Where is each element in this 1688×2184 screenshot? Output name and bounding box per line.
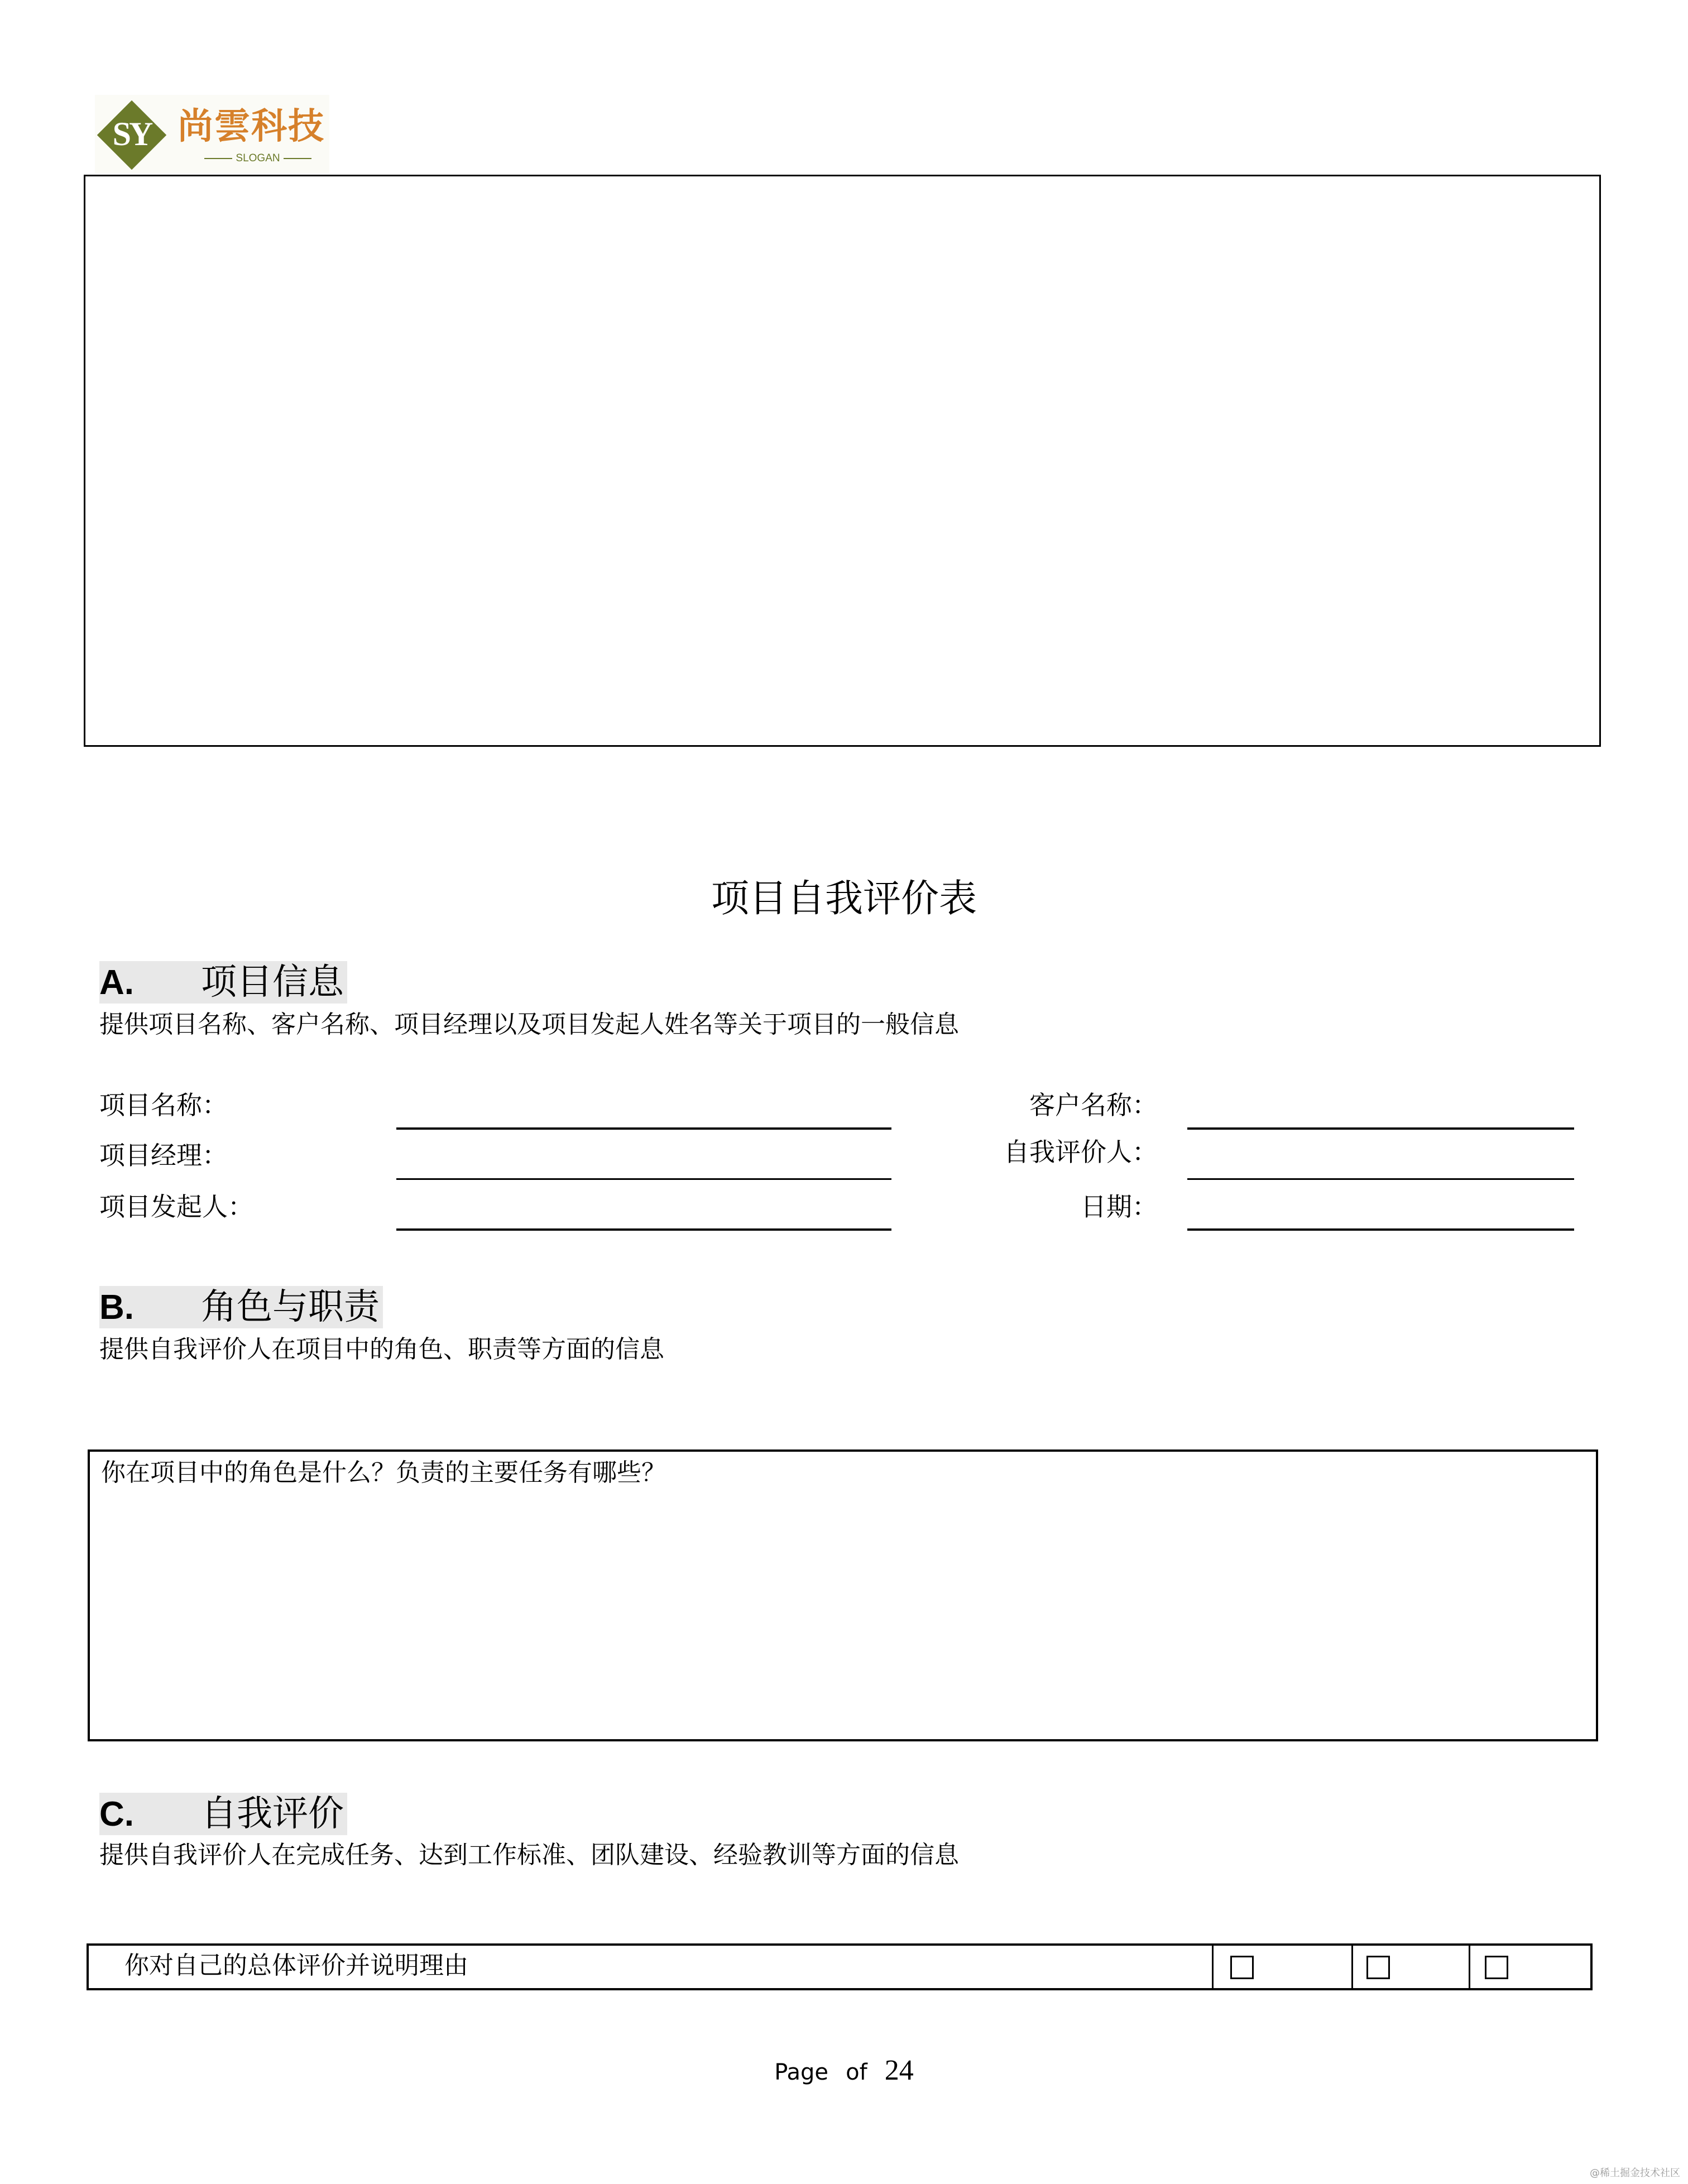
date-label: 日期： <box>1081 1192 1158 1222</box>
project-sponsor-label: 项目发起人： <box>99 1192 253 1222</box>
project-manager-field[interactable] <box>396 1178 891 1180</box>
section-a-heading <box>99 961 347 1004</box>
document-title: 项目自我评价表 <box>711 877 977 921</box>
section-b-title: 角色与职责 <box>201 1287 380 1328</box>
role-question: 你在项目中的角色是什么？负责的主要任务有哪些？ <box>101 1458 666 1487</box>
overall-evaluation-row <box>87 1943 1593 1990</box>
rating-checkbox-3[interactable] <box>1485 1956 1508 1979</box>
project-manager-label: 项目经理： <box>99 1140 228 1170</box>
section-c-heading <box>99 1793 347 1835</box>
slogan-rule-right <box>284 158 311 159</box>
client-name-label: 客户名称： <box>1029 1090 1158 1120</box>
of-word: of <box>846 2060 867 2085</box>
project-name-field[interactable] <box>396 1127 891 1130</box>
self-evaluator-field[interactable] <box>1187 1178 1574 1180</box>
rating-checkbox-2[interactable] <box>1366 1956 1390 1979</box>
role-responsibilities-textarea[interactable] <box>88 1449 1598 1741</box>
rating-cell-3 <box>1470 1946 1590 1988</box>
section-a-letter: A. <box>99 963 134 1002</box>
self-evaluator-label: 自我评价人： <box>1004 1137 1158 1167</box>
logo-company-name: 尚雲科技 <box>178 105 325 147</box>
watermark: @稀土掘金技术社区 <box>1590 2167 1680 2179</box>
overall-evaluation-question: 你对自己的总体评价并说明理由 <box>89 1946 1214 1988</box>
total-pages: 24 <box>884 2055 914 2086</box>
date-field[interactable] <box>1187 1228 1574 1231</box>
logo-monogram: SY <box>112 116 151 152</box>
section-b-heading <box>99 1286 383 1328</box>
rating-checkbox-1[interactable] <box>1230 1956 1254 1979</box>
section-a-title: 项目信息 <box>201 962 344 1003</box>
page-number <box>0 2054 1688 2087</box>
section-b-letter: B. <box>99 1288 134 1327</box>
slogan-text: SLOGAN <box>236 152 280 164</box>
section-a-description: 提供项目名称、客户名称、项目经理以及项目发起人姓名等关于项目的一般信息 <box>99 1010 959 1039</box>
company-logo <box>95 95 329 173</box>
section-c-title: 自我评价 <box>201 1793 344 1835</box>
section-c-description: 提供自我评价人在完成任务、达到工作标准、团队建设、经验教训等方面的信息 <box>99 1841 959 1869</box>
page-word: Page <box>774 2060 829 2085</box>
rating-cell-2 <box>1353 1946 1470 1988</box>
top-content-frame <box>84 175 1601 747</box>
rating-cell-1 <box>1214 1946 1353 1988</box>
slogan-rule-left <box>204 158 232 159</box>
section-b-description: 提供自我评价人在项目中的角色、职责等方面的信息 <box>99 1335 664 1364</box>
client-name-field[interactable] <box>1187 1127 1574 1130</box>
section-c-letter: C. <box>99 1794 134 1833</box>
project-name-label: 项目名称： <box>99 1090 228 1120</box>
project-sponsor-field[interactable] <box>396 1228 891 1231</box>
logo-slogan <box>196 153 319 164</box>
